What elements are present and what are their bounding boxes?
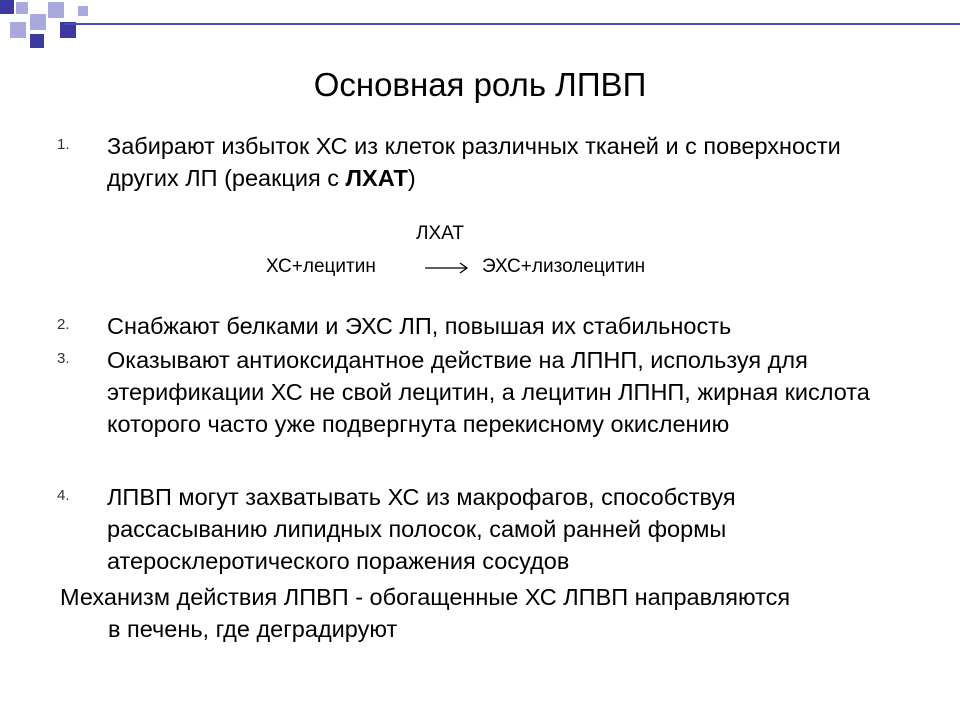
deco-square-2: [16, 2, 28, 14]
item-text: Снабжают белками и ЭХС ЛП, повышая их стабильность: [107, 313, 732, 339]
item-text: Оказывают антиоксидантное действие на ЛПНП, используя для этерификации ХС не свой лецитин, а лецитин ЛПНП, жирная кислота которого часто уже подвергнута перекисному окислению: [107, 347, 870, 437]
deco-square-8: [78, 6, 88, 16]
reaction-equation: [0, 220, 960, 290]
mechanism-text: [60, 581, 900, 645]
mechanism-line-2: в печень, где деградируют: [108, 616, 398, 642]
mechanism-line-1: Механизм действия ЛПВП - обогащенные ХС ЛПВП направляются: [60, 584, 791, 610]
item-text-part: Забирают избыток ХС из клеток различных тканей и с поверхности других ЛП (реакция с: [107, 133, 841, 191]
reaction-enzyme: ЛХАТ: [416, 223, 464, 244]
item-text-bold: ЛХАТ: [345, 165, 408, 191]
item-number: 4.: [57, 487, 70, 504]
item-text-part: ): [407, 165, 416, 191]
decorative-header: [0, 0, 960, 60]
deco-square-3: [30, 14, 46, 30]
reaction-products: ЭХС+лизолецитин: [482, 256, 646, 277]
deco-square-5: [10, 22, 26, 38]
reaction-arrow-icon: [424, 260, 470, 276]
item-number: 3.: [57, 350, 70, 367]
item-number: 1.: [57, 136, 70, 153]
item-number: 2.: [57, 316, 70, 333]
slide-title: Основная роль ЛПВП: [313, 66, 647, 103]
deco-square-1: [0, 0, 14, 14]
deco-square-4: [48, 2, 64, 18]
item-text: [107, 130, 897, 194]
reaction-reactants: ХС+лецитин: [266, 256, 376, 277]
item-text: ЛПВП могут захватывать ХС из макрофагов, способствуя рассасыванию липидных полосок, самой ранней формы атеросклеротического поражения сосудов: [107, 484, 736, 574]
deco-square-6: [30, 34, 44, 48]
